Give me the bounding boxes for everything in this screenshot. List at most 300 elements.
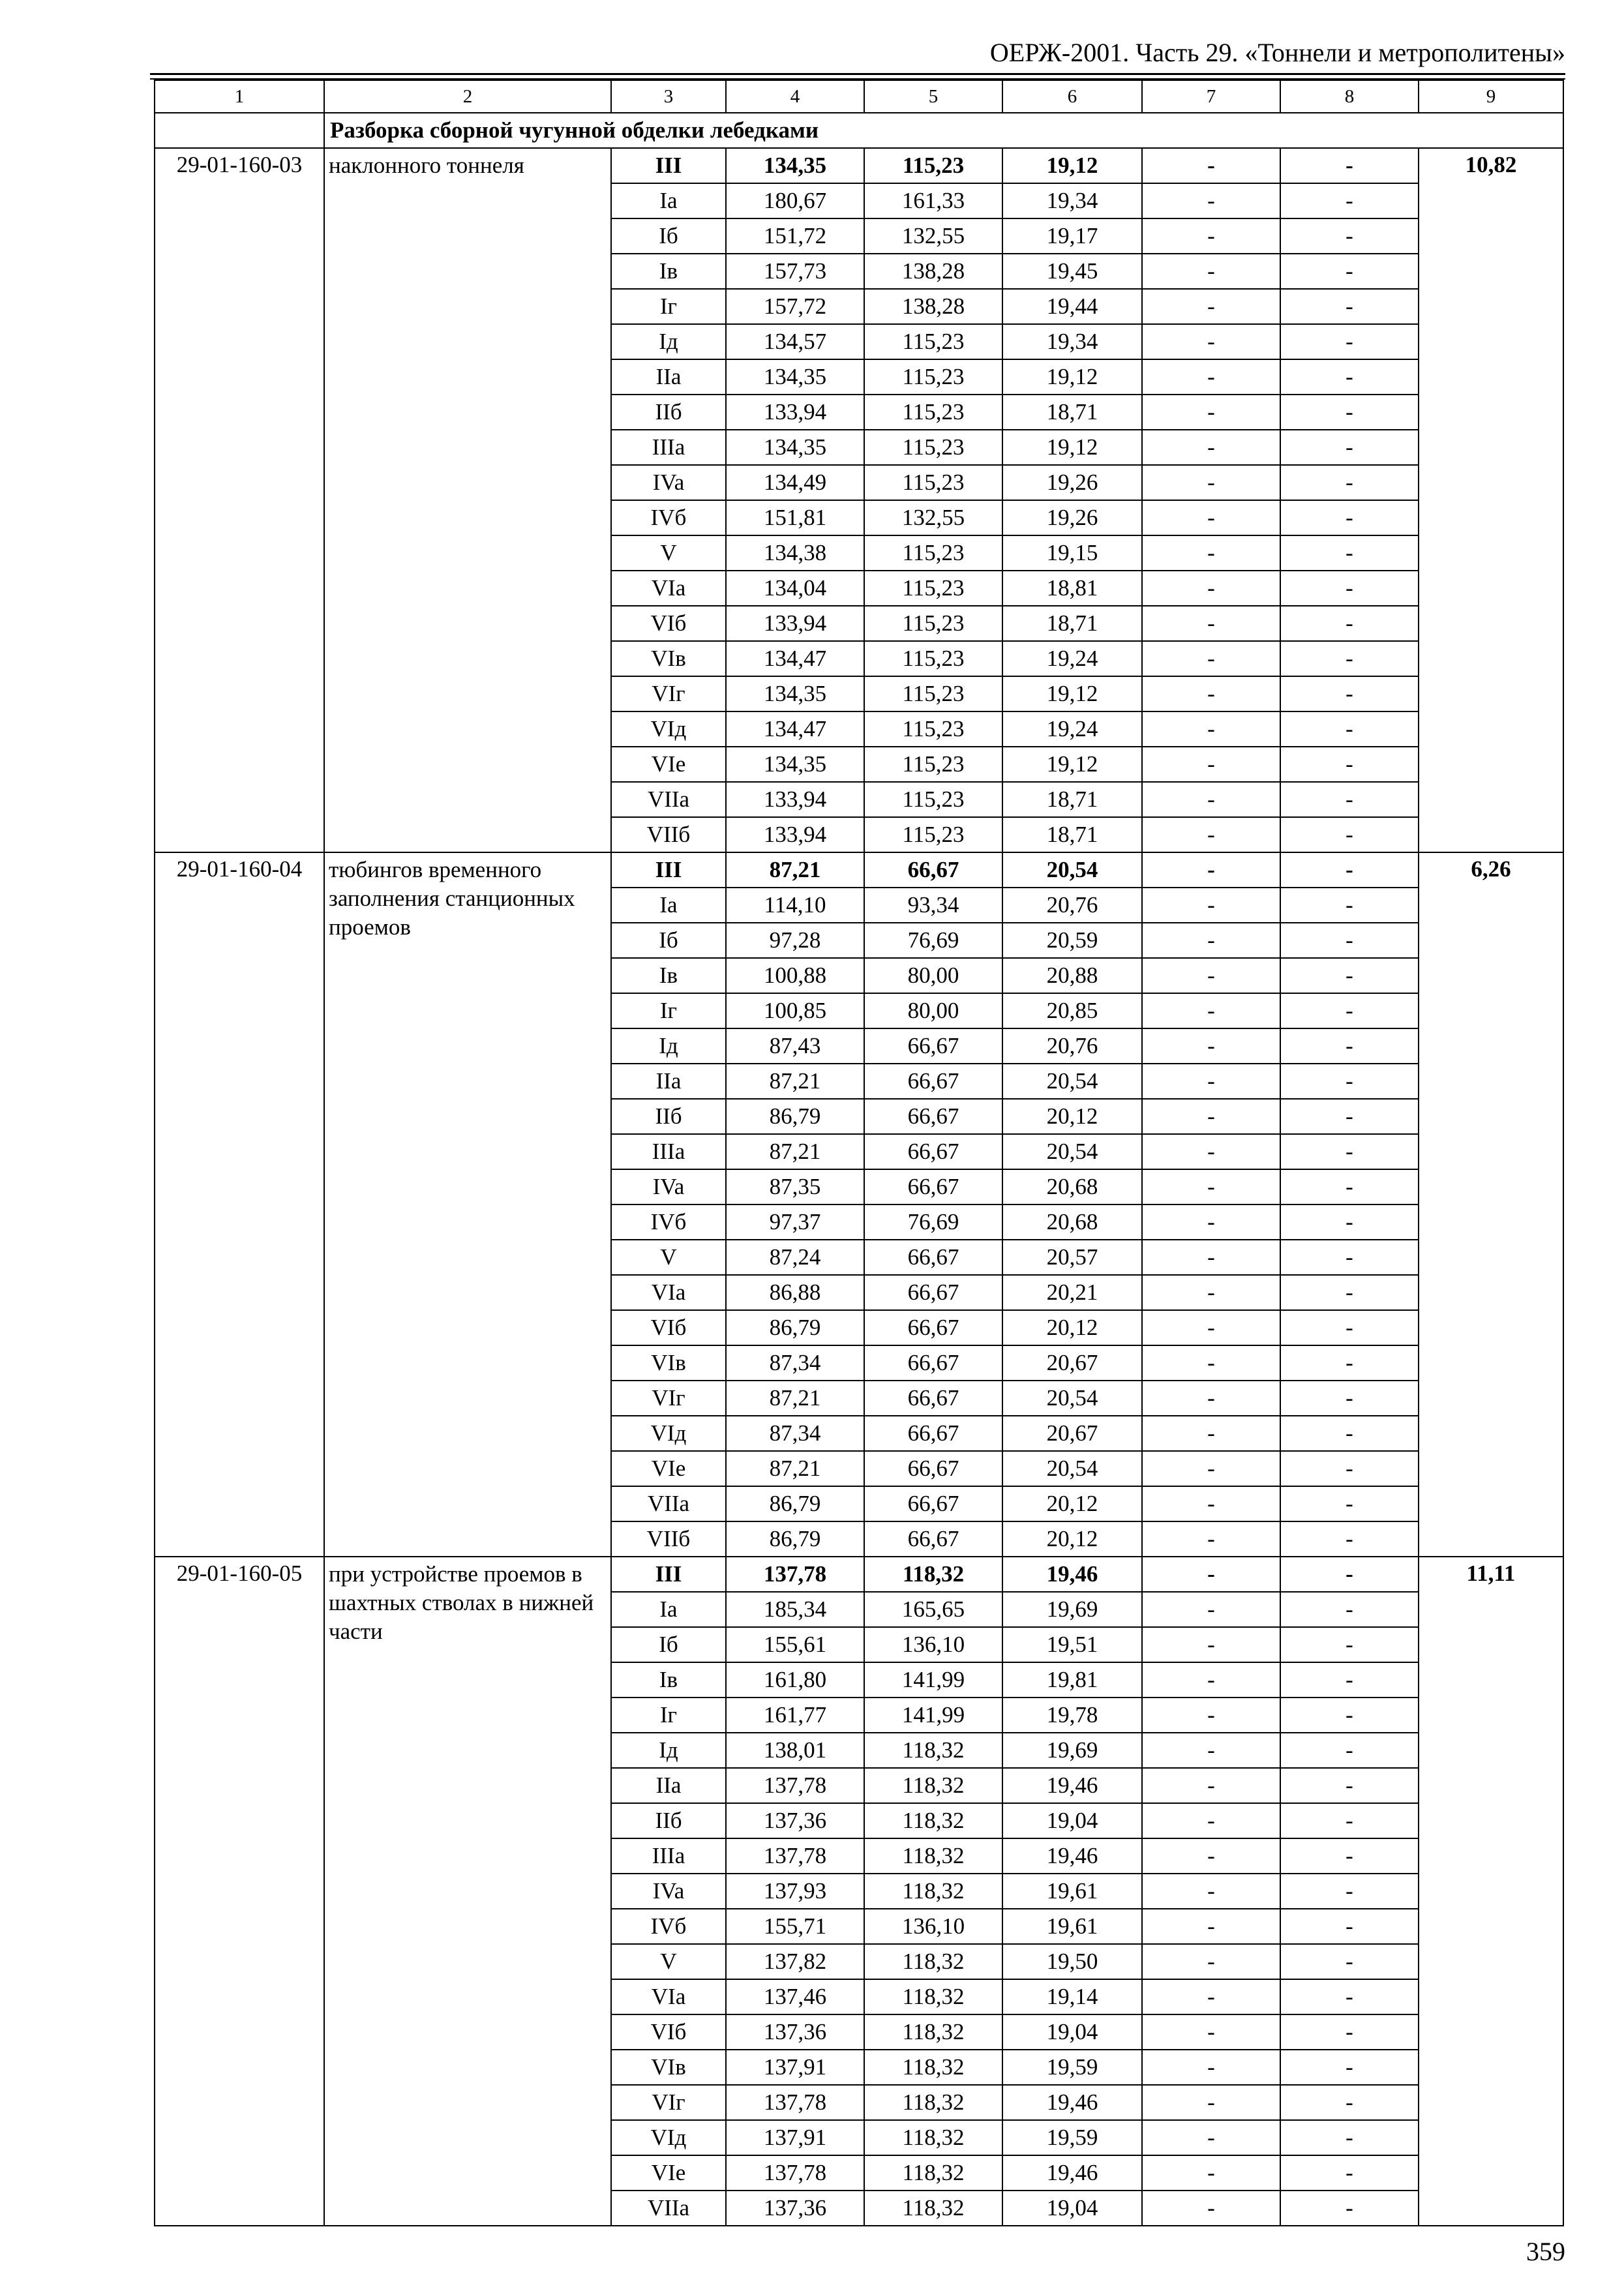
col8-value: - [1280,1486,1419,1521]
col8-value: - [1280,1874,1419,1909]
col5-value: 80,00 [864,958,1002,993]
resource-index-cell: IIIa [611,430,726,465]
col6-value: 18,71 [1002,782,1142,817]
column-number-row [155,80,1563,113]
col5-value: 132,55 [864,218,1002,254]
col8-value: - [1280,1134,1419,1169]
col6-value: 20,67 [1002,1345,1142,1381]
col6-value: 19,04 [1002,2191,1142,2226]
col5-value: 118,32 [864,2050,1002,2085]
col7-value: - [1142,1134,1280,1169]
col9-value: 11,11 [1419,1557,1563,2226]
col5-value: 66,67 [864,1134,1002,1169]
col4-value: 86,88 [726,1275,864,1310]
col4-value: 97,37 [726,1204,864,1240]
col4-value: 134,35 [726,359,864,395]
col6-value: 20,12 [1002,1521,1142,1557]
resource-index-cell: III [611,1557,726,1592]
col4-value: 87,21 [726,1134,864,1169]
resource-index-cell: VIг [611,676,726,711]
resource-index-cell: Ia [611,183,726,218]
col6-value: 19,04 [1002,2014,1142,2050]
col7-value: - [1142,1275,1280,1310]
col8-value: - [1280,1557,1419,1592]
table-row [155,852,1563,888]
col6-value: 19,69 [1002,1592,1142,1627]
col5-value: 141,99 [864,1698,1002,1733]
col7-value: - [1142,923,1280,958]
table-row [155,148,1563,183]
rate-code: 29-01-160-04 [155,852,324,1557]
col5-value: 66,67 [864,1345,1002,1381]
col6-value: 19,46 [1002,1557,1142,1592]
col6-value: 19,46 [1002,2085,1142,2120]
col5-value: 138,28 [864,254,1002,289]
col8-value: - [1280,2191,1419,2226]
col8-value: - [1280,254,1419,289]
col7-value: - [1142,2085,1280,2120]
col5-value: 80,00 [864,993,1002,1028]
col4-value: 137,82 [726,1944,864,1979]
column-number: 3 [611,80,726,113]
resource-index-cell: IVб [611,1909,726,1944]
col5-value: 115,23 [864,535,1002,571]
col8-value: - [1280,782,1419,817]
col5-value: 118,32 [864,2191,1002,2226]
col4-value: 134,47 [726,641,864,676]
col7-value: - [1142,1979,1280,2014]
resource-index-cell: IIб [611,1099,726,1134]
resource-index-cell: Iв [611,1662,726,1698]
col5-value: 161,33 [864,183,1002,218]
resource-index-cell: IIIa [611,1838,726,1874]
col6-value: 19,15 [1002,535,1142,571]
resource-index-cell: VIв [611,1345,726,1381]
col6-value: 18,71 [1002,817,1142,852]
col7-value: - [1142,993,1280,1028]
col4-value: 86,79 [726,1486,864,1521]
resource-index-cell: V [611,1240,726,1275]
resource-index-cell: IIa [611,1768,726,1803]
resource-index-cell: VIг [611,1381,726,1416]
col4-value: 185,34 [726,1592,864,1627]
col4-value: 134,04 [726,571,864,606]
col4-value: 161,80 [726,1662,864,1698]
col7-value: - [1142,1521,1280,1557]
col8-value: - [1280,183,1419,218]
col8-value: - [1280,2085,1419,2120]
col7-value: - [1142,2120,1280,2155]
col7-value: - [1142,430,1280,465]
col7-value: - [1142,1486,1280,1521]
column-number: 4 [726,80,864,113]
col6-value: 19,59 [1002,2120,1142,2155]
col8-value: - [1280,148,1419,183]
col4-value: 86,79 [726,1521,864,1557]
col8-value: - [1280,218,1419,254]
col4-value: 114,10 [726,888,864,923]
col7-value: - [1142,1240,1280,1275]
col5-value: 66,67 [864,1451,1002,1486]
col8-value: - [1280,1944,1419,1979]
col7-value: - [1142,1416,1280,1451]
col4-value: 87,34 [726,1345,864,1381]
col6-value: 19,61 [1002,1909,1142,1944]
col8-value: - [1280,747,1419,782]
col4-value: 134,35 [726,430,864,465]
col6-value: 20,12 [1002,1310,1142,1345]
resource-index-cell: IIa [611,359,726,395]
col6-value: 20,76 [1002,888,1142,923]
col8-value: - [1280,1979,1419,2014]
column-number: 7 [1142,80,1280,113]
resource-index-cell: IVa [611,465,726,500]
resource-index-cell: Iд [611,1028,726,1064]
col6-value: 19,78 [1002,1698,1142,1733]
col7-value: - [1142,1592,1280,1627]
col8-value: - [1280,923,1419,958]
col6-value: 20,59 [1002,923,1142,958]
column-number: 5 [864,80,1002,113]
col6-value: 20,68 [1002,1169,1142,1204]
resource-index-cell: Ia [611,1592,726,1627]
resource-index-cell: Iд [611,324,726,359]
col7-value: - [1142,747,1280,782]
col7-value: - [1142,218,1280,254]
col8-value: - [1280,359,1419,395]
col7-value: - [1142,958,1280,993]
resource-index-cell: VIa [611,1979,726,2014]
col4-value: 137,91 [726,2120,864,2155]
col7-value: - [1142,1909,1280,1944]
col7-value: - [1142,606,1280,641]
col8-value: - [1280,2050,1419,2085]
col5-value: 118,32 [864,1557,1002,1592]
col8-value: - [1280,2155,1419,2191]
col4-value: 133,94 [726,395,864,430]
col7-value: - [1142,1733,1280,1768]
resource-index-cell: Iд [611,1733,726,1768]
col8-value: - [1280,1064,1419,1099]
col6-value: 20,67 [1002,1416,1142,1451]
col6-value: 19,24 [1002,641,1142,676]
col5-value: 132,55 [864,500,1002,535]
col5-value: 118,32 [864,2085,1002,2120]
col6-value: 19,12 [1002,148,1142,183]
col7-value: - [1142,1768,1280,1803]
resource-index-cell: V [611,535,726,571]
col7-value: - [1142,852,1280,888]
col8-value: - [1280,1275,1419,1310]
resource-index-cell: V [611,1944,726,1979]
col8-value: - [1280,1345,1419,1381]
col8-value: - [1280,1627,1419,1662]
col4-value: 137,36 [726,2014,864,2050]
col6-value: 19,46 [1002,1838,1142,1874]
resource-index-cell: Iв [611,958,726,993]
section-title: Разборка сборной чугунной обделки лебедками [324,113,1563,148]
col6-value: 19,59 [1002,2050,1142,2085]
col6-value: 20,57 [1002,1240,1142,1275]
resource-index-cell: VIIa [611,1486,726,1521]
col4-value: 134,35 [726,148,864,183]
resource-index-cell: Iб [611,218,726,254]
resource-index-cell: IVб [611,500,726,535]
col6-value: 20,68 [1002,1204,1142,1240]
col8-value: - [1280,324,1419,359]
col5-value: 115,23 [864,641,1002,676]
col7-value: - [1142,817,1280,852]
col5-value: 66,67 [864,1521,1002,1557]
col6-value: 20,54 [1002,1134,1142,1169]
col4-value: 180,67 [726,183,864,218]
col6-value: 18,81 [1002,571,1142,606]
col8-value: - [1280,958,1419,993]
col5-value: 66,67 [864,1064,1002,1099]
col7-value: - [1142,289,1280,324]
col4-value: 134,35 [726,747,864,782]
col6-value: 19,34 [1002,324,1142,359]
col6-value: 19,26 [1002,500,1142,535]
resource-index-cell: Iг [611,1698,726,1733]
resource-index-cell: VIг [611,2085,726,2120]
col4-value: 87,24 [726,1240,864,1275]
col7-value: - [1142,571,1280,606]
col5-value: 115,23 [864,711,1002,747]
col4-value: 137,78 [726,1557,864,1592]
col4-value: 134,57 [726,324,864,359]
col6-value: 20,54 [1002,1451,1142,1486]
col4-value: 86,79 [726,1099,864,1134]
col7-value: - [1142,711,1280,747]
col5-value: 66,67 [864,1486,1002,1521]
col7-value: - [1142,148,1280,183]
col8-value: - [1280,571,1419,606]
col4-value: 100,85 [726,993,864,1028]
col6-value: 20,88 [1002,958,1142,993]
col5-value: 115,23 [864,747,1002,782]
col6-value: 18,71 [1002,395,1142,430]
col7-value: - [1142,2050,1280,2085]
col7-value: - [1142,1662,1280,1698]
col4-value: 137,36 [726,1803,864,1838]
rate-code: 29-01-160-03 [155,148,324,852]
col8-value: - [1280,676,1419,711]
col6-value: 19,45 [1002,254,1142,289]
col5-value: 115,23 [864,606,1002,641]
col8-value: - [1280,1733,1419,1768]
col8-value: - [1280,1169,1419,1204]
col4-value: 151,72 [726,218,864,254]
col6-value: 19,44 [1002,289,1142,324]
column-number: 8 [1280,80,1419,113]
resource-index-cell: IIIa [611,1134,726,1169]
col7-value: - [1142,1028,1280,1064]
col8-value: - [1280,395,1419,430]
resource-index-cell: VIIб [611,1521,726,1557]
col5-value: 66,67 [864,1381,1002,1416]
col5-value: 66,67 [864,1099,1002,1134]
col5-value: 118,32 [864,1803,1002,1838]
page-number: 359 [1526,2237,1565,2266]
header-rule [150,73,1565,75]
col7-value: - [1142,1451,1280,1486]
col7-value: - [1142,888,1280,923]
resource-index-cell: IVб [611,1204,726,1240]
col6-value: 19,12 [1002,359,1142,395]
col5-value: 115,23 [864,395,1002,430]
col6-value: 19,24 [1002,711,1142,747]
col8-value: - [1280,1768,1419,1803]
resource-index-cell: VIa [611,571,726,606]
col4-value: 138,01 [726,1733,864,1768]
col5-value: 66,67 [864,1169,1002,1204]
col7-value: - [1142,500,1280,535]
resource-index-cell: IIб [611,1803,726,1838]
resource-index-cell: VIe [611,747,726,782]
col4-value: 134,35 [726,676,864,711]
col8-value: - [1280,430,1419,465]
col5-value: 115,23 [864,359,1002,395]
col6-value: 20,54 [1002,1381,1142,1416]
resource-index-cell: III [611,148,726,183]
col4-value: 87,34 [726,1416,864,1451]
resource-index-cell: Iг [611,289,726,324]
col8-value: - [1280,1240,1419,1275]
col6-value: 19,46 [1002,2155,1142,2191]
col6-value: 20,54 [1002,1064,1142,1099]
col4-value: 137,78 [726,1838,864,1874]
col7-value: - [1142,1381,1280,1416]
col5-value: 118,32 [864,1768,1002,1803]
col5-value: 76,69 [864,1204,1002,1240]
col7-value: - [1142,1698,1280,1733]
col4-value: 137,46 [726,1979,864,2014]
col4-value: 86,79 [726,1310,864,1345]
col7-value: - [1142,641,1280,676]
col6-value: 19,34 [1002,183,1142,218]
col7-value: - [1142,183,1280,218]
resource-index-cell: VIд [611,711,726,747]
col4-value: 87,43 [726,1028,864,1064]
col5-value: 66,67 [864,1240,1002,1275]
col8-value: - [1280,2120,1419,2155]
col5-value: 118,32 [864,1733,1002,1768]
col4-value: 87,21 [726,1064,864,1099]
col7-value: - [1142,1627,1280,1662]
col8-value: - [1280,1028,1419,1064]
col4-value: 87,35 [726,1169,864,1204]
section-row [155,113,1563,148]
col8-value: - [1280,1838,1419,1874]
col8-value: - [1280,1204,1419,1240]
resource-index-cell: Iв [611,254,726,289]
resource-index-cell: VIд [611,1416,726,1451]
col6-value: 19,50 [1002,1944,1142,1979]
col4-value: 100,88 [726,958,864,993]
col5-value: 118,32 [864,1874,1002,1909]
col4-value: 137,78 [726,2155,864,2191]
resource-index-cell: Iб [611,923,726,958]
resource-index-cell: IVa [611,1874,726,1909]
col4-value: 87,21 [726,852,864,888]
col8-value: - [1280,465,1419,500]
resource-index-cell: VIe [611,1451,726,1486]
col6-value: 19,12 [1002,676,1142,711]
col6-value: 20,12 [1002,1486,1142,1521]
col7-value: - [1142,1838,1280,1874]
col7-value: - [1142,1169,1280,1204]
col4-value: 157,72 [726,289,864,324]
resource-index-cell: VIIб [611,817,726,852]
col6-value: 20,85 [1002,993,1142,1028]
col8-value: - [1280,1451,1419,1486]
col4-value: 137,78 [726,2085,864,2120]
col4-value: 137,91 [726,2050,864,2085]
col4-value: 97,28 [726,923,864,958]
col7-value: - [1142,535,1280,571]
col5-value: 136,10 [864,1627,1002,1662]
col7-value: - [1142,2014,1280,2050]
col7-value: - [1142,1064,1280,1099]
col6-value: 20,54 [1002,852,1142,888]
col8-value: - [1280,852,1419,888]
col6-value: 19,17 [1002,218,1142,254]
col5-value: 115,23 [864,148,1002,183]
col9-value: 10,82 [1419,148,1563,852]
col4-value: 133,94 [726,782,864,817]
col6-value: 19,46 [1002,1768,1142,1803]
col4-value: 133,94 [726,817,864,852]
col5-value: 66,67 [864,1310,1002,1345]
col7-value: - [1142,2191,1280,2226]
col8-value: - [1280,1099,1419,1134]
resource-index-cell: VIд [611,2120,726,2155]
col4-value: 155,71 [726,1909,864,1944]
col7-value: - [1142,1557,1280,1592]
column-number: 1 [155,80,324,113]
col7-value: - [1142,2155,1280,2191]
col8-value: - [1280,711,1419,747]
col5-value: 115,23 [864,430,1002,465]
col4-value: 155,61 [726,1627,864,1662]
table-row [155,1557,1563,1592]
col5-value: 66,67 [864,1416,1002,1451]
col8-value: - [1280,1698,1419,1733]
rates-table [154,80,1564,2226]
col8-value: - [1280,1662,1419,1698]
col5-value: 115,23 [864,676,1002,711]
col4-value: 137,93 [726,1874,864,1909]
col5-value: 115,23 [864,817,1002,852]
col4-value: 134,38 [726,535,864,571]
col8-value: - [1280,500,1419,535]
col8-value: - [1280,2014,1419,2050]
col6-value: 18,71 [1002,606,1142,641]
table-body [155,80,1563,2226]
col4-value: 151,81 [726,500,864,535]
col6-value: 19,81 [1002,1662,1142,1698]
col5-value: 165,65 [864,1592,1002,1627]
resource-index-cell: VIe [611,2155,726,2191]
col5-value: 118,32 [864,2120,1002,2155]
resource-index-cell: Iг [611,993,726,1028]
work-name: при устройстве проемов в шахтных стволах в нижней части [324,1557,611,2226]
col7-value: - [1142,395,1280,430]
col8-value: - [1280,641,1419,676]
col6-value: 19,14 [1002,1979,1142,2014]
resource-index-cell: VIб [611,2014,726,2050]
